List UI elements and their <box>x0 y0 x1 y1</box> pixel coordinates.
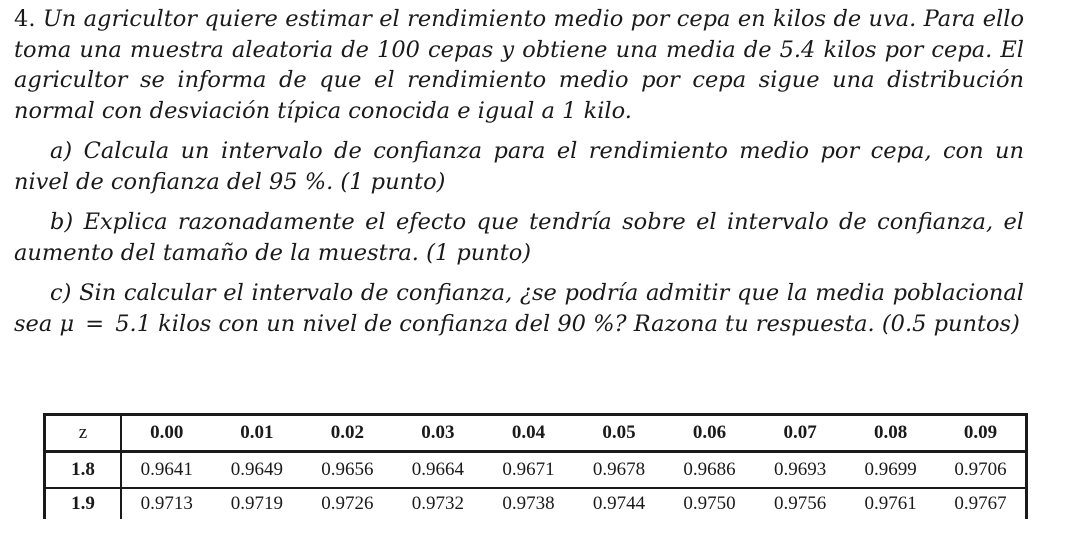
table-cell: 0.9641 <box>121 452 212 489</box>
part-c-prefix: c) Sin calcular el intervalo de confianza, ¿se podría admitir que la media poblacional sea <box>14 280 1024 337</box>
header-cell: 0.03 <box>393 415 484 452</box>
table-cell: 0.9656 <box>302 452 393 489</box>
table-row <box>45 488 1027 519</box>
table-cell: 0.9719 <box>230 493 283 514</box>
part-c-suffix: 5.1 kilos con un nivel de confianza del 90 %? Razona tu respuesta. (0.5 puntos) <box>115 310 1020 337</box>
header-cell: 0.08 <box>845 415 936 452</box>
row-z-value: 1.9 <box>45 488 122 519</box>
header-cell: 0.01 <box>212 415 303 452</box>
header-cell: 0.07 <box>755 415 846 452</box>
table-cell: 0.9756 <box>773 493 827 514</box>
part-b: b) Explica razonadamente el efecto que tendría sobre el intervalo de confianza, el aumento del tamaño de la muestra. (1 punto) <box>14 209 1024 266</box>
problem-number: 4. <box>14 6 36 32</box>
table-cell: 0.9767 <box>936 488 1027 519</box>
table-cell: 0.9649 <box>212 452 303 489</box>
part-a: a) Calcula un intervalo de confianza para el rendimiento medio por cepa, con un nivel de confianza del 95 %. (1 punto) <box>14 138 1024 195</box>
table-cell: 0.9664 <box>393 452 484 489</box>
table-cell: 0.9699 <box>845 452 936 489</box>
mu-symbol: μ <box>59 310 75 337</box>
table-cell: 0.9732 <box>411 493 465 514</box>
part-c <box>14 278 1024 339</box>
table-cell: 0.9750 <box>683 493 736 514</box>
problem-4 <box>14 4 1024 339</box>
normal-distribution-table <box>43 413 1028 519</box>
table-header-row <box>45 415 1027 452</box>
table-cell: 0.9678 <box>574 452 665 489</box>
header-cell: 0.00 <box>121 415 212 452</box>
table-cell: 0.9738 <box>502 493 555 514</box>
header-z: z <box>45 415 122 452</box>
header-cell: 0.09 <box>936 415 1027 452</box>
equals-sign: = <box>85 310 105 337</box>
table-cell: 0.9686 <box>664 452 755 489</box>
header-cell: 0.02 <box>302 415 393 452</box>
table-cell: 0.9726 <box>321 493 374 514</box>
row-z-value: 1.8 <box>45 452 122 489</box>
table-row <box>45 452 1027 489</box>
table-cell: 0.9713 <box>140 493 193 514</box>
table-cell: 0.9706 <box>936 452 1027 489</box>
problem-statement-text: Un agricultor quiere estimar el rendimiento medio por cepa en kilos de uva. Para ello toma una muestra aleatoria de 100 cepas y obtiene una media de 5.4 kilos por cepa. El agricultor se informa de que el rendimiento medio por cepa sigue una distribución normal con desviación típica conocida e igual a 1 kilo. <box>14 6 1024 124</box>
table-cell: 0.9693 <box>755 452 846 489</box>
table-cell: 0.9744 <box>592 493 646 514</box>
header-cell: 0.04 <box>483 415 574 452</box>
table-cell: 0.9671 <box>483 452 574 489</box>
header-cell: 0.06 <box>664 415 755 452</box>
header-cell: 0.05 <box>574 415 665 452</box>
table-cell: 0.9761 <box>864 493 917 514</box>
problem-statement <box>14 4 1024 126</box>
